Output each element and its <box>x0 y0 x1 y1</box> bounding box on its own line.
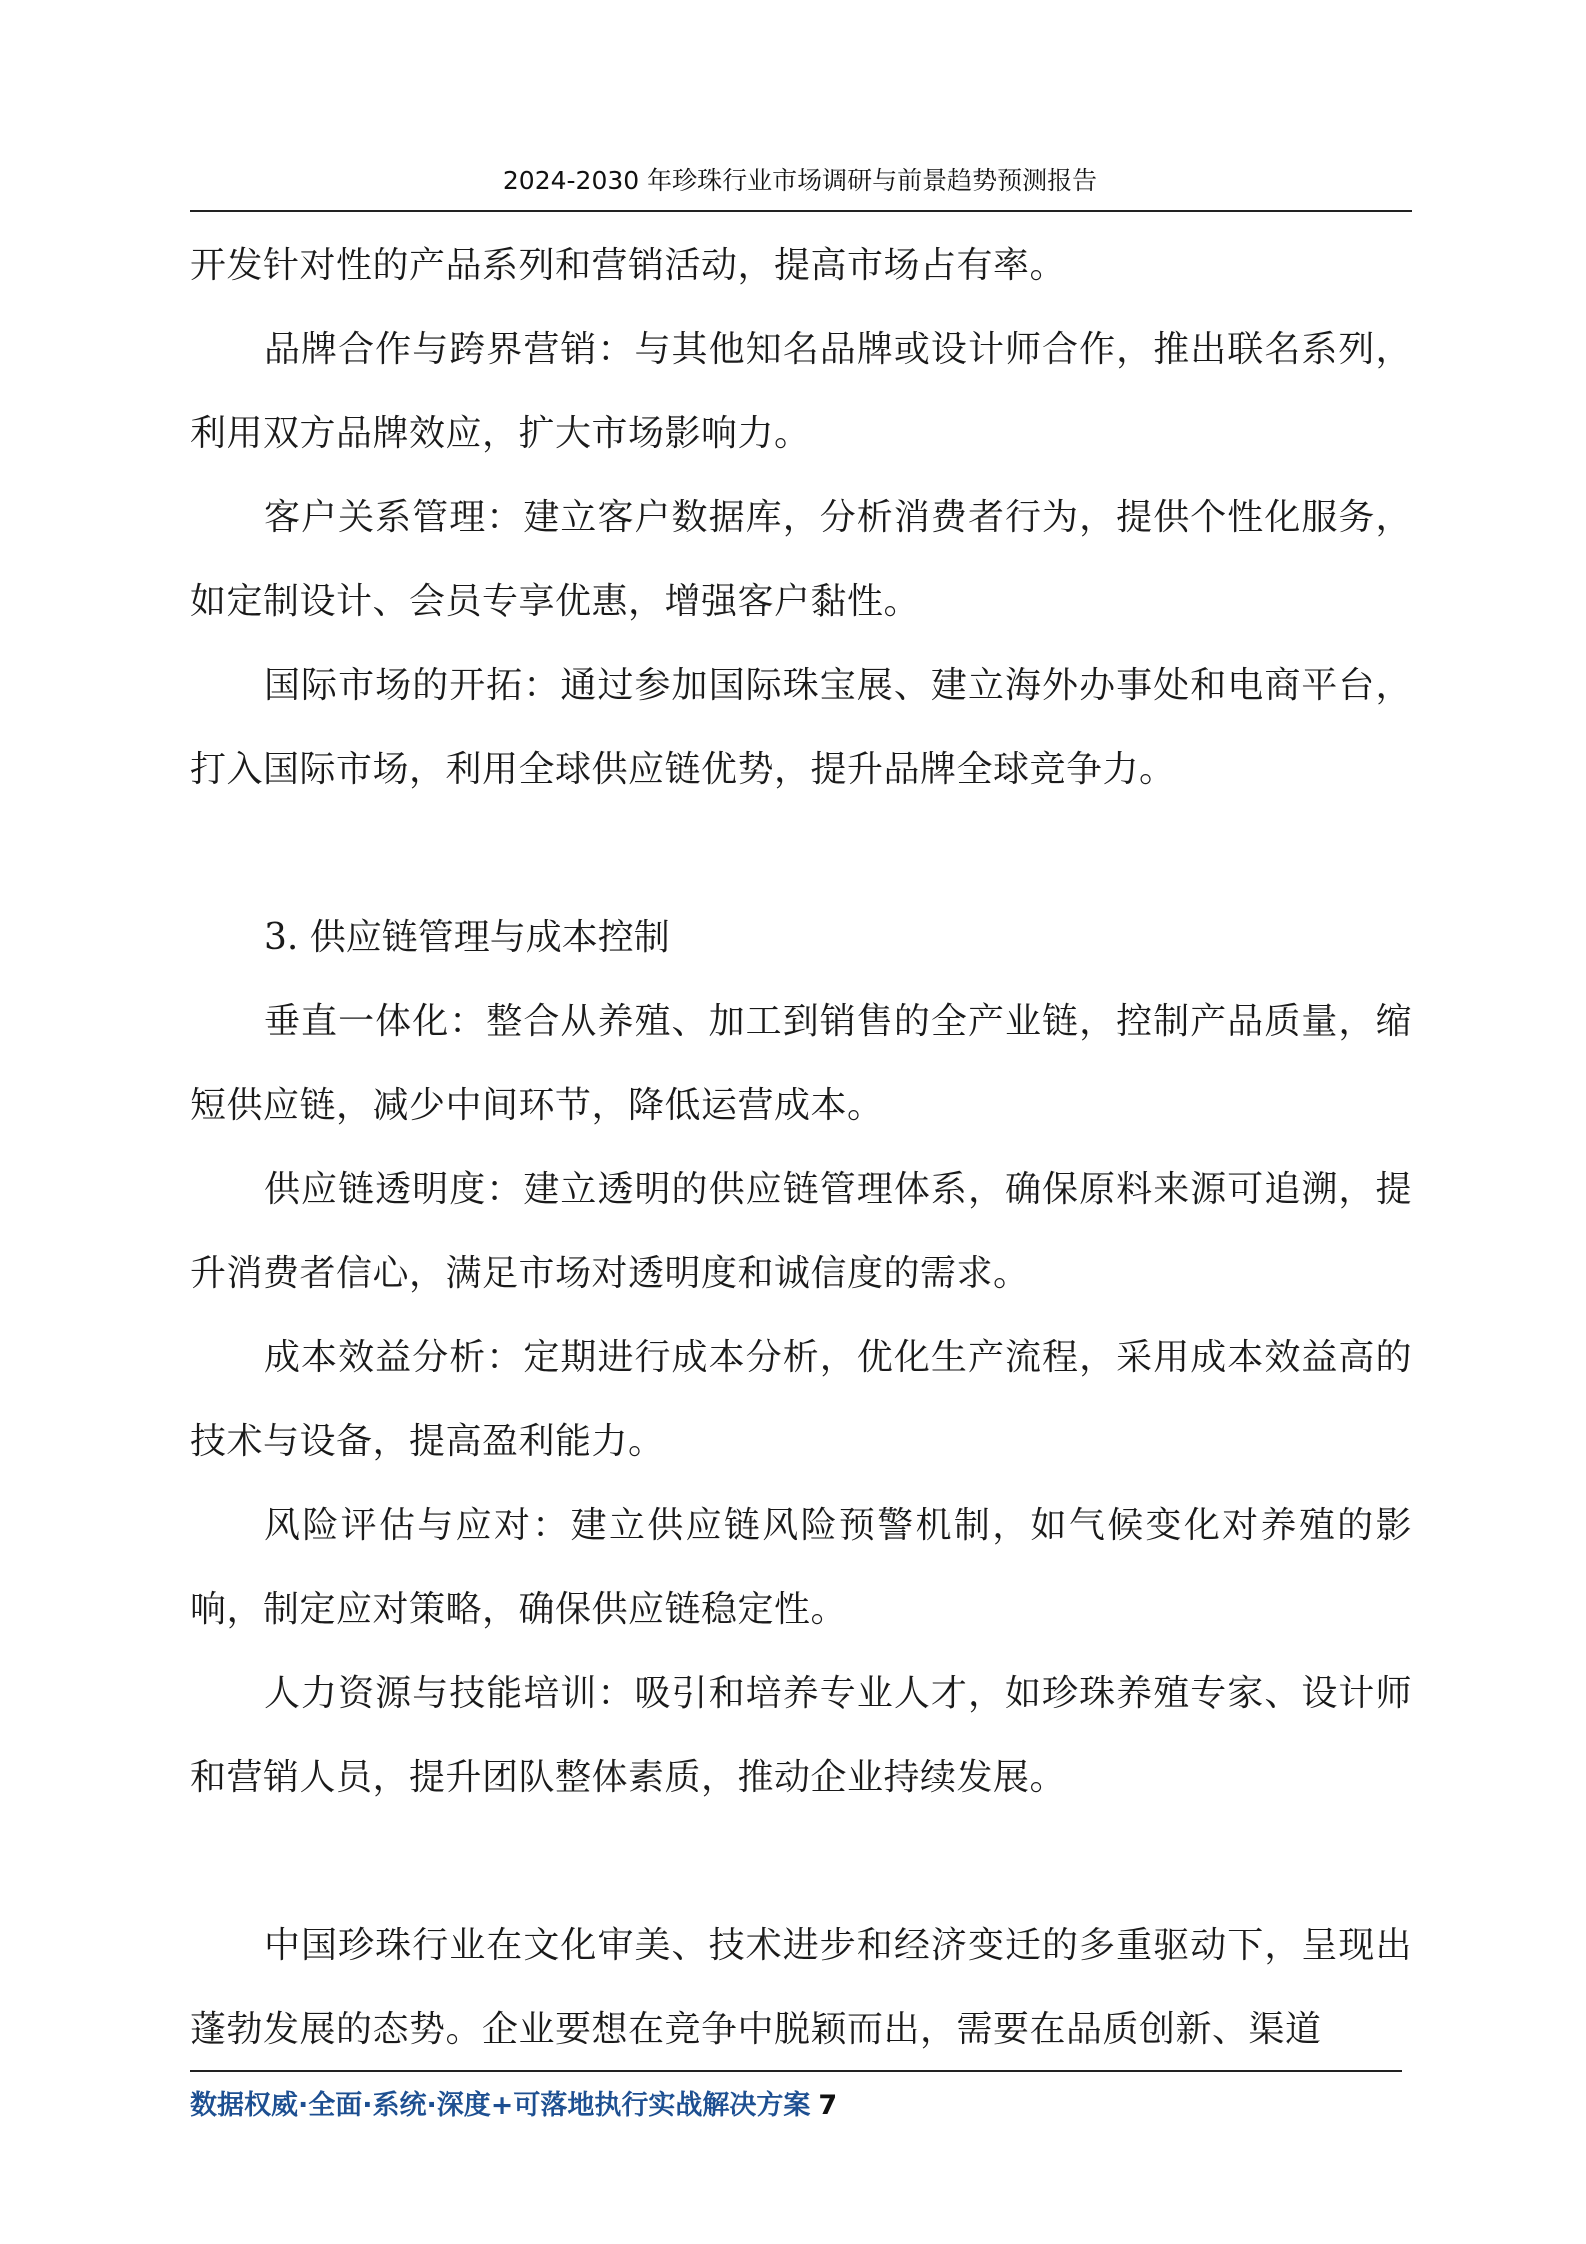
paragraph: 中国珍珠行业在文化审美、技术进步和经济变迁的多重驱动下，呈现出蓬勃发展的态势。企业要想在竞争中脱颖而出，需要在品质创新、渠道 <box>190 1925 1412 2050</box>
paragraph: 国际市场的开拓：通过参加国际珠宝展、建立海外办事处和电商平台，打入国际市场，利用全球供应链优势，提升品牌全球竞争力。 <box>190 665 1412 790</box>
running-header-title: 2024-2030 年珍珠行业市场调研与前景趋势预测报告 <box>502 166 1098 195</box>
paragraph: 客户关系管理：建立客户数据库，分析消费者行为，提供个性化服务，如定制设计、会员专享优惠，增强客户黏性。 <box>190 497 1412 622</box>
page-body <box>190 224 1412 2072</box>
paragraph: 人力资源与技能培训：吸引和培养专业人才，如珍珠养殖专家、设计师和营销人员，提升团队整体素质，推动企业持续发展。 <box>190 1673 1412 1798</box>
section-heading: 3. 供应链管理与成本控制 <box>264 917 670 958</box>
paragraph: 风险评估与应对：建立供应链风险预警机制，如气候变化对养殖的影响，制定应对策略，确保供应链稳定性。 <box>190 1505 1412 1630</box>
paragraph: 品牌合作与跨界营销：与其他知名品牌或设计师合作，推出联名系列，利用双方品牌效应，扩大市场影响力。 <box>190 329 1412 454</box>
paragraph: 垂直一体化：整合从养殖、加工到销售的全产业链，控制产品质量，缩短供应链，减少中间环节，降低运营成本。 <box>190 1001 1412 1126</box>
paragraph: 供应链透明度：建立透明的供应链管理体系，确保原料来源可追溯，提升消费者信心，满足市场对透明度和诚信度的需求。 <box>190 1169 1412 1294</box>
spacer <box>190 812 1412 896</box>
spacer <box>190 1820 1412 1904</box>
paragraph: 成本效益分析：定期进行成本分析，优化生产流程，采用成本效益高的技术与设备，提高盈利能力。 <box>190 1337 1412 1462</box>
header-divider <box>190 210 1412 212</box>
paragraph: 开发针对性的产品系列和营销活动，提高市场占有率。 <box>190 245 1067 286</box>
footer-divider <box>190 2070 1402 2072</box>
footer-slogan: 数据权威·全面·系统·深度+可落地执行实战解决方案 <box>190 2090 811 2121</box>
footer <box>190 2088 1090 2124</box>
page-number: 7 <box>818 2090 838 2121</box>
